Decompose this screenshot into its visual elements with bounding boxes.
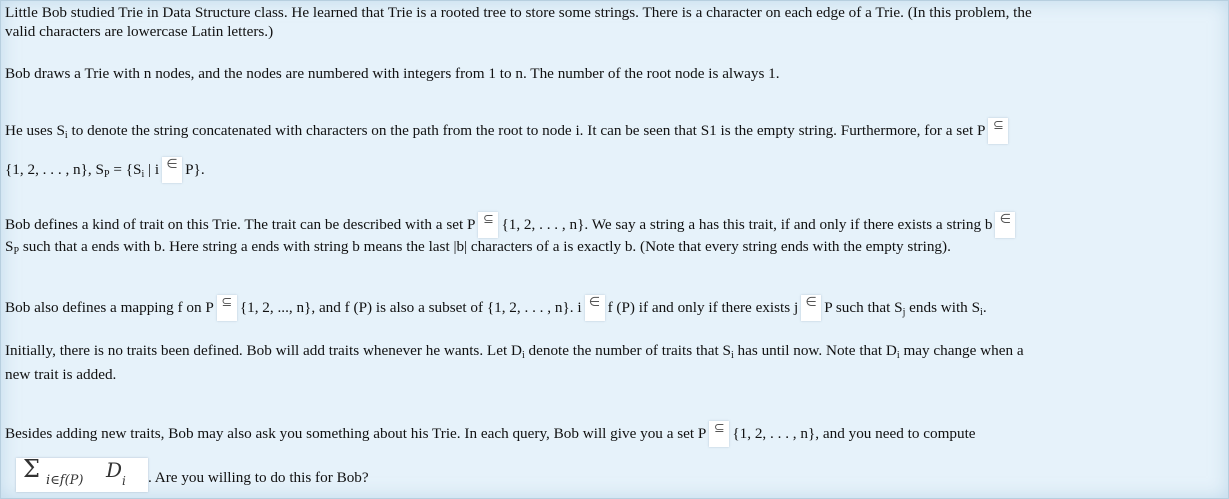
subset-symbol: ⊆ <box>988 118 1008 144</box>
element-symbol: ∈ <box>801 295 821 321</box>
paragraph-strings-line2: {1, 2, . . . , n}, $S_P = \{S_i$ | i ∈ P}. <box>5 157 205 184</box>
paragraph-mapping: Bob also defines a mapping f on P ⊆ {1, 2, ..., n}, and f (P) is also a subset of {1, 2, . . . , n}. i ∈ f (P) if and only if there exists j ∈ P such that $S_j$ ends with $S_i$. <box>5 295 987 322</box>
paragraph-intro-line1 <box>5 4 1032 22</box>
paragraph-trait-line2: $S_P$ such that a ends with b. Here string a ends with string b means the last |b| characters of a is exactly b. (Note that every string ends with the empty string). <box>5 238 951 257</box>
intro-text-1: Little Bob studied Trie in Data Structure class. He learned that Trie is a rooted tree to store some strings. There is a character on each edge of a Trie. (In this problem, the <box>5 4 1032 21</box>
paragraph-strings-line1: He uses $S_i$ to denote the string concatenated with characters on the path from the root to node i. It can be seen that S1 is the empty string. Furthermore, for a set P ⊆ <box>5 118 1011 145</box>
element-symbol: ∈ <box>995 212 1015 238</box>
paragraph-initial-line1: Initially, there is no traits been defined. Bob will add traits whenever he wants. Let $D_i$ denote the number of traits that $S_i$ has until now. Note that $D_i$ may change when a <box>5 342 1024 361</box>
paragraph-nodes <box>5 65 780 83</box>
subset-symbol: ⊆ <box>709 421 729 447</box>
element-symbol: ∈ <box>162 157 182 183</box>
element-symbol: ∈ <box>585 295 605 321</box>
subset-symbol: ⊆ <box>217 295 237 321</box>
paragraph-intro-line2 <box>5 23 273 41</box>
paragraph-query-line1: Besides adding new traits, Bob may also ask you something about his Trie. In each query, Bob will give you a set P ⊆ {1, 2, . . . , n}, and you need to compute <box>5 421 976 447</box>
subset-symbol: ⊆ <box>478 212 498 238</box>
paragraph-initial-line2: new trait is added. <box>5 366 117 383</box>
paragraph-query-line2: Σ i∈f(P) D i . Are you willing to do this for Bob? <box>8 458 369 492</box>
intro-text-2: valid characters are lowercase Latin letters.) <box>5 23 274 40</box>
nodes-text: Bob draws a Trie with n nodes, and the nodes are numbered with integers from 1 to n. The number of the root node is always 1. <box>5 65 780 82</box>
sum-formula-image: Σ i∈f(P) D i <box>16 458 148 492</box>
paragraph-trait-line1: Bob defines a kind of trait on this Trie. The trait can be described with a set P ⊆ {1, 2, . . . , n}. We say a string a has this trait, if and only if there exists a string b ∈ <box>5 212 1018 238</box>
